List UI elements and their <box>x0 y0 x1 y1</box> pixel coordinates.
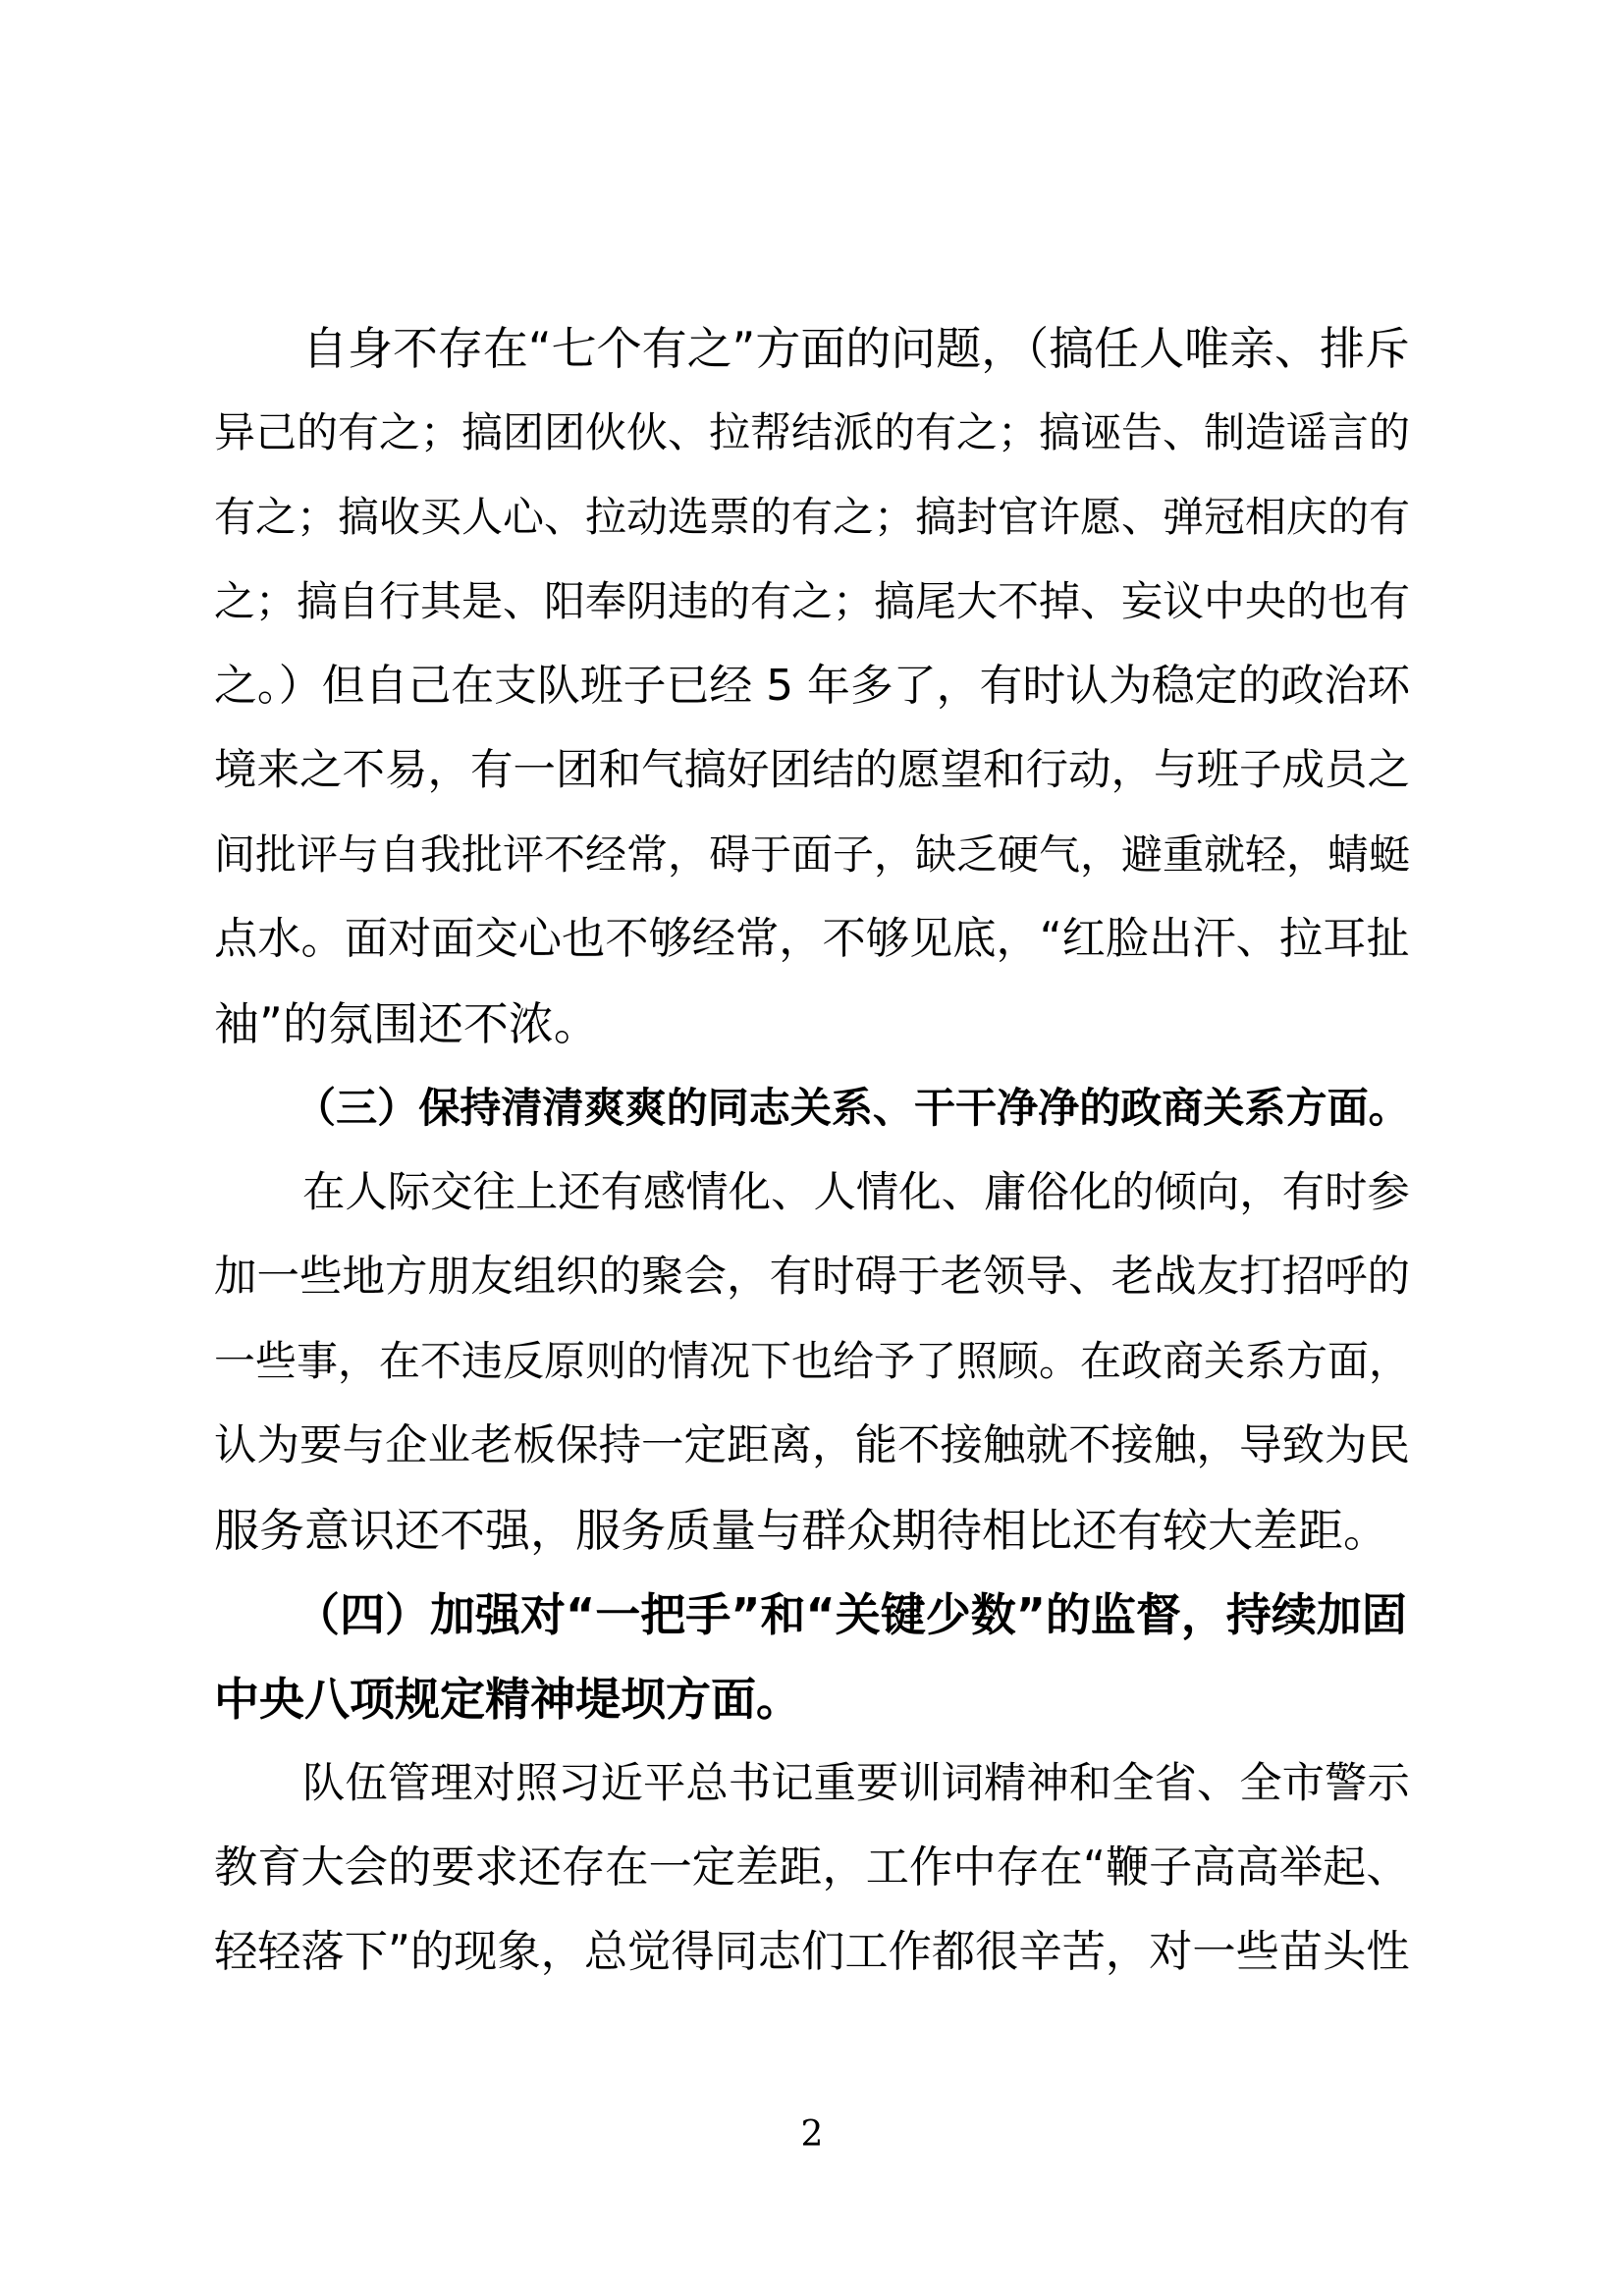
paragraph-1-line-4: 之；搞自行其是、阳奉阴违的有之；搞尾大不掉、妄议中央的也有 <box>214 577 1411 625</box>
paragraph-2-line-5: 服务意识还不强，服务质量与群众期待相比还有较大差距。 <box>214 1504 1388 1557</box>
paragraph-2-line-1: 在人际交往上还有感情化、人情化、庸俗化的倾向，有时参 <box>302 1168 1410 1217</box>
paragraph-2-line-2: 加一些地方朋友组织的聚会，有时碍于老领导、老战友打招呼的 <box>214 1253 1410 1302</box>
paragraph-1-line-2: 异己的有之；搞团团伙伙、拉帮结派的有之；搞诬告、制造谣言的 <box>214 408 1411 456</box>
paragraph-1-line-6: 境来之不易，有一团和气搞好团结的愿望和行动，与班子成员之 <box>214 746 1410 795</box>
paragraph-1-line-8: 点水。面对面交心也不够经常，不够见底，“红脸出汗、拉耳扯 <box>214 914 1410 964</box>
paragraph-3-line-3: 轻轻落下”的现象，总觉得同志们工作都很辛苦，对一些苗头性 <box>214 1927 1410 1977</box>
section-heading-3: （三）保持清清爽爽的同志关系、干干净净的政商关系方面。 <box>295 1084 1410 1132</box>
paragraph-2-line-4: 认为要与企业老板保持一定距离，能不接触就不接触，导致为民 <box>214 1421 1410 1470</box>
paragraph-1-line-5: 之。）但自己在支队班子已经 5 年多了，有时认为稳定的政治环 <box>214 661 1411 711</box>
paragraph-3-line-2: 教育大会的要求还存在一定差距，工作中存在“鞭子高高举起、 <box>214 1842 1410 1893</box>
section-heading-4-line-1: （四）加强对“一把手”和“关键少数”的监督，持续加固 <box>295 1588 1407 1641</box>
paragraph-2-line-3: 一些事，在不违反原则的情况下也给予了照顾。在政商关系方面， <box>214 1337 1411 1385</box>
paragraph-1-line-9: 袖”的氛围还不浓。 <box>214 997 599 1050</box>
paragraph-3-line-1: 队伍管理对照习近平总书记重要训词精神和全省、全市警示 <box>302 1759 1410 1808</box>
paragraph-1-line-1: 自身不存在“七个有之”方面的问题，（搞任人唯亲、排斥 <box>302 322 1410 375</box>
paragraph-1-line-3: 有之；搞收买人心、拉动选票的有之；搞封官许愿、弹冠相庆的有 <box>214 493 1411 541</box>
paragraph-1-line-7: 间批评与自我批评不经常，碍于面子，缺乏硬气，避重就轻，蜻蜓 <box>214 830 1411 879</box>
page-number: 2 <box>800 2114 824 2155</box>
section-heading-4-line-2: 中央八项规定精神堤坝方面。 <box>214 1673 801 1726</box>
